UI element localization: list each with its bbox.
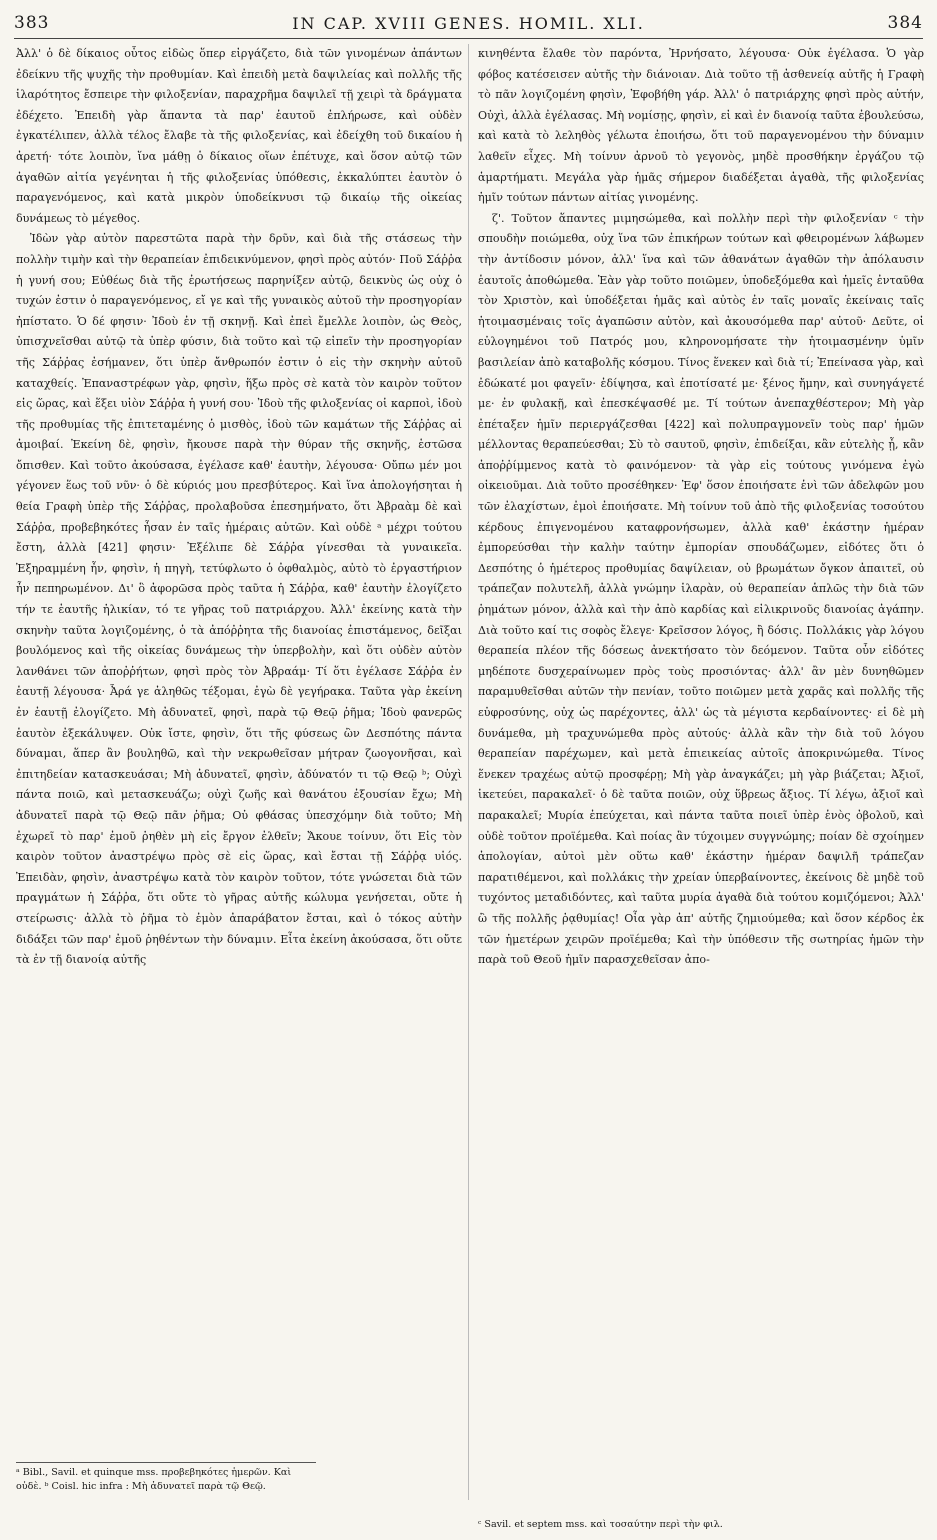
running-title: IN CAP. XVIII GENES. HOMIL. XLI. xyxy=(292,13,645,33)
left-column xyxy=(16,44,462,971)
right-column xyxy=(478,44,924,971)
paragraph: ζ'. Τοῦτον ἅπαντες μιμησώμεθα, καὶ πολλὴν περὶ τὴν φιλοξενίαν ᶜ τὴν σπουδὴν ποιώμεθα, οὐχ ἵνα τῶν ἐπικήρων τούτων καὶ φθειρομένων λάβωμεν τὴν ἀντίδοσιν μόνον, ἀλλ' ἵνα καὶ τῶν ἀθανάτων ἀγαθῶν τὴν ἀπόλαυσιν ἑαυτοῖς ἀποθώμεθα. Ἐὰν γὰρ τοῦτο ποιῶμεν, ὑποδεξόμεθα καὶ ἡμεῖς ἐνταῦθα τὸν Χριστὸν, καὶ ὑποδέξεται ἡμᾶς καὶ αὐτὸς ἐν ταῖς μοναῖς ἐκείναις ταῖς ἡτοιμασμέναις τοῖς ἀγαπῶσιν αὐτὸν, καὶ ἀκουσόμεθα παρ' αὐτοῦ· Δεῦτε, οἱ εὐλογημένοι τοῦ Πατρός μου, κληρονομήσατε τὴν ἡτοιμασμένην ὑμῖν βασιλείαν ἀπὸ καταβολῆς κόσμου. Τίνος ἕνεκεν καὶ διὰ τί; Ἐπείνασα γὰρ, καὶ ἐδώκατέ μοι φαγεῖν· ἐδίψησα, καὶ ἐποτίσατέ με· ξένος ἤμην, καὶ συνηγάγετέ με· ἐν φυλακῇ, καὶ ἐπεσκέψασθέ με. Τί τούτων ἀνεπαχθέστερον; Μὴ γὰρ ἐπέταξεν ἡμῖν περιεργάζεσθαι [422] καὶ πολυπραγμονεῖν τοὺς παρ' ἡμῶν μέλλοντας θεραπεύεσθαι; Σὺ τὸ σαυτοῦ, φησὶν, ἐπιδείξαι, κἂν εὐτελὴς ᾖ, κἂν ἀποῤῥίμμενος κατὰ τὸ φαινόμενον· τὰ γὰρ εἰς τούτους γινόμενα ἐγὼ οἰκειοῦμαι. Διὰ τοῦτο προσέθηκεν· Ἐφ' ὅσον ἐποιήσατε ἑνὶ τῶν ἀδελφῶν μου τῶν ἐλαχίστων, ἐμοὶ ἐποιήσατε. Μὴ τοίνυν τοῦ ἀπὸ τῆς φιλοξενίας τοσούτου κέρδους ἐπιγενομένου καταφρονήσωμεν, ἀλλὰ καθ' ἑκάστην ἡμέραν ἐμπορεύσθαι τὴν καλὴν ταύτην ἐμπορίαν σπουδάζωμεν, εἰδότες ὅτι ὁ Δεσπότης ὁ ἡμέτερος προθυμίας δαψίλειαν, οὐ βρωμάτων ὄγκον ἀπαιτεῖ, οὐ τράπεζαν πολυτελῆ, ἀλλὰ γνώμην ἱλαρὰν, οὐ θεραπείαν ἁπλῶς τὴν διὰ τῶν ῥημάτων μόνον, ἀλλὰ καὶ τὴν ἀπὸ καρδίας καὶ εἰλικρινοῦς διανοίας ἀγάπην. Διὰ τοῦτο καί τις σοφὸς ἔλεγε· Κρεῖσσον λόγος, ἢ δόσις. Πολλάκις γὰρ λόγου θεραπεία πλέον τῆς δόσεως ἀνεκτήσατο τὸν δεόμενον. Ταῦτα οὖν εἰδότες μηδέποτε δυσχεραίνωμεν πρὸς τοὺς προσιόντας· ἀλλ' ἂν μὲν δυνηθῶμεν παραμυθεῖσθαι αὐτῶν τὴν πενίαν, τοῦτο ποιῶμεν μετὰ χαρᾶς καὶ πολλῆς τῆς εὐφροσύνης, οὐχ ὡς παρέχοντες, ἀλλ' ὡς τὰ μέγιστα κερδαίνοντες· εἰ δὲ μὴ δυνάμεθα, μὴ τραχυνώμεθα πρὸς αὐτούς· ἀλλὰ κἂν τὴν διὰ τοῦ λόγου θεραπείαν παρέχωμεν, καὶ μετὰ ἐπιεικείας αὐτοῖς ἀποκρινώμεθα. Τίνος ἕνεκεν τραχέως αὐτῷ προσφέρῃ; Μὴ γὰρ ἀναγκάζει; μὴ γὰρ βιάζεται; Ἀξιοῖ, ἱκετεύει, παρακαλεῖ· ὁ δὲ ταῦτα ποιῶν, οὐχ ὕβρεως ἄξιος. Τί λέγω, ἀξιοῖ καὶ παρακαλεῖ; Μυρία ἐπεύχεται, καὶ πάντα ταῦτα ποιεῖ ὑπὲρ ἑνὸς ὀβολοῦ, καὶ οὐδὲ τοῦτον προϊέμεθα. Καὶ ποίας ἂν τύχοιμεν συγγνώμης; ποίαν δὲ σχοίημεν ἀπολογίαν, αὐτοὶ μὲν οὕτω καθ' ἑκάστην ἡμέραν δαψιλῆ τράπεζαν παρατιθέμενοι, καὶ πολλάκις τὴν χρείαν ὑπερβαίνοντες, ἐκείνοις δὲ μηδὲ τοῦ τυχόντος μεταδιδόντες, καὶ ταῦτα μυρία ἀγαθὰ διὰ τούτου κομιζόμενοι; Ἀλλ' ὢ τῆς πολλῆς ῥᾳθυμίας! Οἷα γὰρ ἀπ' αὐτῆς ζημιούμεθα; καὶ ὅσον κέρδος ἐκ τῶν ἡμετέρων χειρῶν προϊέμεθα; Καὶ τὴν ὑπόθεσιν τῆς σωτηρίας ἡμῶν τὴν παρὰ τοῦ Θεοῦ ἡμῖν παρασχεθεῖσαν ἀπο- xyxy=(478,211,924,967)
page-number-left: 383 xyxy=(14,13,50,33)
footnote-right: ᶜ Savil. et septem mss. καὶ τοσαύτην περὶ τὴν φιλ. xyxy=(478,1519,723,1530)
column-divider xyxy=(468,44,469,1500)
paragraph: Ἰδὼν γὰρ αὐτὸν παρεστῶτα παρὰ τὴν δρῦν, καὶ διὰ τῆς στάσεως τὴν πολλὴν τιμὴν καὶ τὴν θεραπείαν ἐπιδεικνύμενον, φησὶ πρὸς αὐτόν· Ποῦ Σάῤῥα ἡ γυνή σου; Εὐθέως διὰ τῆς ἐρωτήσεως παρηνίξεν αὐτῷ, δεικνὺς ὡς οὐχ ὁ τυχών ἐστιν ὁ παραγενόμενος, εἴ γε καὶ τῆς γυναικὸς αὐτοῦ τὴν προσηγορίαν ἠπίστατο. Ὁ δέ φησιν· Ἰδοὺ ἐν τῇ σκηνῇ. Καὶ ἐπεὶ ἔμελλε λοιπὸν, ὡς Θεὸς, ὑπισχνεῖσθαι αὐτῷ τὰ ὑπὲρ φύσιν, διὰ τοῦτο καὶ τῷ εἰπεῖν τὴν προσηγορίαν τῆς Σάῤῥας ἐσήμανεν, ὅτι ὑπὲρ ἄνθρωπόν ἐστιν ὁ εἰς τὴν σκηνὴν αὐτοῦ καταχθείς. Ἐπαναστρέφων γὰρ, φησὶν, ἥξω πρὸς σὲ κατὰ τὸν καιρὸν τοῦτον εἰς ὥρας, καὶ ἕξει υἱὸν Σάῤῥα ἡ γυνή σου· Ἰδοὺ τῆς φιλοξενίας οἱ καρποὶ, ἰδοὺ τῆς προθυμίας τῆς ἐπιτεταμένης ὁ μισθὸς, ἰδοὺ τῶν καμάτων τῆς Σάῤῥας αἱ ἀμοιβαί. Ἐκείνη δὲ, φησὶν, ἤκουσε παρὰ τὴν θύραν τῆς σκηνῆς, ἑστῶσα ὄπισθεν. Καὶ τοῦτο ἀκούσασα, ἐγέλασε καθ' ἑαυτὴν, λέγουσα· Οὔπω μέν μοι γέγονεν ἕως τοῦ νῦν· ὁ δὲ κύριός μου πρεσβύτερος. Καὶ ἵνα ἀπολογήσηται ἡ θεία Γραφὴ ὑπὲρ τῆς Σάῤῥας, προλαβοῦσα ἐπεσημήνατο, ὅτι Ἀβραὰμ δὲ καὶ Σάῤῥα, προβεβηκότες ἦσαν ἐν ταῖς ἡμέραις αὐτῶν. Καὶ οὐδὲ ᵃ μέχρι τούτου ἔστη, ἀλλὰ [421] φησιν· Ἐξέλιπε δὲ Σάῤῥα γίνεσθαι τὰ γυναικεῖα. Ἐξηραμμένη ἦν, φησὶν, ἡ πηγὴ, τετύφλωτο ὁ ὀφθαλμὸς, αὐτὸ τὸ ἐργαστήριον ἦν πεπηρωμένον. Δι' ὃ ἀφορῶσα πρὸς ταῦτα ἡ Σάῤῥα, καθ' ἑαυτὴν ἐλογίζετο τήν τε ἑαυτῆς ἡλικίαν, τό τε γῆρας τοῦ πατριάρχου. Ἀλλ' ἐκείνης κατὰ τὴν σκηνὴν ταῦτα λογιζομένης, ὁ τὰ ἀπόῤῥητα τῆς διανοίας ἐπιστάμενος, δεῖξαι βουλόμενος καὶ τῆς οἰκείας δυνάμεως τὴν ὑπερβολὴν, καὶ ὅτι οὐδὲν αὐτὸν λανθάνει τῶν ἀποῤῥήτων, φησὶ πρὸς τὸν Ἀβραάμ· Τί ὅτι ἐγέλασε Σάῤῥα ἐν ἑαυτῇ λέγουσα· Ἆρά γε ἀληθῶς τέξομαι, ἐγὼ δὲ γεγήρακα. Ταῦτα γὰρ ἐκείνη ἐν ἑαυτῇ ἐλογίζετο. Μὴ ἀδυνατεῖ, φησὶ, παρὰ τῷ Θεῷ ῥῆμα; Ἰδοὺ φανερῶς ἑαυτὸν ἐξεκάλυψεν. Οὐκ ἴστε, φησὶν, ὅτι τῆς φύσεως ὢν Δεσπότης πάντα δύναμαι, ἅπερ ἂν βουληθῶ, καὶ τὴν νεκρωθεῖσαν μήτραν ζωογονῆσαι, καὶ ἐπιτηδείαν κατασκευάσαι; Μὴ ἀδυνατεῖ, φησὶν, ἀδύνατόν τι τῷ Θεῷ ᵇ; Οὐχὶ πάντα ποιῶ, καὶ μετασκευάζω; οὐχὶ ζωῆς καὶ θανάτου ἐξουσίαν ἔχω; Μὴ ἀδυνατεῖ παρὰ τῷ Θεῷ πᾶν ῥῆμα; Οὐ φθάσας ὑπεσχόμην διὰ τοῦτο; Μὴ ἐχωρεῖ τὸ παρ' ἐμοῦ ῥηθὲν μὴ εἰς ἔργον ἐλθεῖν; Ἄκουε τοίνυν, ὅτι Εἰς τὸν καιρὸν τοῦτον ἀναστρέψω πρὸς σὲ εἰς ὥρας, καὶ ἔσται τῇ Σάῤῥᾳ υἱός. Ἐπειδὰν, φησὶν, ἀναστρέψω κατὰ τὸν καιρὸν τοῦτον, τότε γνώσεται διὰ τῶν πραγμάτων ἡ Σάῤῥα, ὅτι οὔτε τὸ γῆρας αὐτῆς κώλυμα γενήσεται, οὔτε ἡ στείρωσις· ἀλλὰ τὸ ῥῆμα τὸ ἐμὸν ἀπαράβατον ἔσται, καὶ ὁ τόκος αὐτὴν διδάξει τῶν παρ' ἐμοῦ ῥηθέντων τὴν δύναμιν. Εἶτα ἐκείνη ἀκούσασα, ὅτι οὔτε τὰ ἐν τῇ διανοίᾳ αὐτῆς xyxy=(16,232,462,967)
paragraph: κινηθέντα ἔλαθε τὸν παρόντα, Ἠρνήσατο, λέγουσα· Οὐκ ἐγέλασα. Ὁ γὰρ φόβος κατέσεισεν αὐτῆς τὴν διάνοιαν. Διὰ τοῦτο τῇ ἀσθενείᾳ αὐτῆς ἡ Γραφὴ τὸ πᾶν λογιζομένη φησὶν, Ἐφοβήθη γάρ. Ἀλλ' ὁ πατριάρχης φησὶ πρὸς αὐτήν, Οὐχὶ, ἀλλὰ ἐγέλασας. Μὴ νομίσῃς, φησὶν, εἰ καὶ ἐν διανοίᾳ ταῦτα ἐβουλεύσω, καὶ κατὰ τὸ λεληθὸς γέλωτα ἐποιήσω, ὅτι τοῦ παραγενομένου τὴν δύναμιν λαθεῖν εἶχες. Μὴ τοίνυν ἀρνοῦ τὸ γεγονὸς, μηδὲ προσθήκην ἐργάζου τῷ ἁμαρτήματι. Μεγάλα γὰρ ἡμᾶς σήμερον διαδέξεται ἀγαθὰ, τῆς φιλοξενίας ἡμῖν τούτων πάντων αἰτίας γινομένης. xyxy=(478,47,924,205)
footnote-left: ᵃ Bibl., Savil. et quinque mss. προβεβηκότες ἡμερῶν. Καὶ οὐδὲ. ᵇ Coisl. hic infra : Μὴ ἀδυνατεῖ παρὰ τῷ Θεῷ. xyxy=(16,1462,316,1494)
paragraph: Ἀλλ' ὁ δὲ δίκαιος οὗτος εἰδὼς ὅπερ εἰργάζετο, διὰ τῶν γινομένων ἁπάντων ἐδείκνυ τῆς ψυχῆς τὴν προθυμίαν. Καὶ ἐπειδὴ μετὰ δαψιλείας καὶ πολλῆς τῆς ἱλαρότητος ἔσπειρε τὴν φιλοξενίαν, παραχρῆμα δαψιλεῖ τῇ χειρὶ τὰ δράγματα ἐδέχετο. Ἐπειδὴ γὰρ ἅπαντα τὰ παρ' ἑαυτοῦ ἐπλήρωσε, καὶ οὐδὲν ἐγκατέλιπεν, ἀλλὰ τέλος ἔλαβε τὰ τῆς φιλοξενίας, καὶ ἐδείχθη τοῦ δικαίου ἡ ἀρετή· τότε λοιπὸν, ἵνα μάθῃ ὁ δίκαιος οἵων ἐπέτυχε, καὶ ὅσον αὐτῷ τῶν ἀγαθῶν αἰτία γεγένηται ἡ τῆς φιλοξενίας ὑπόθεσις, ἐκκαλύπτει ἑαυτὸν ὁ παραγενόμενος, καὶ κατὰ μικρὸν ὑποδείκνυσι τῷ δικαίῳ τῆς οἰκείας δυνάμεως τὸ μέγεθος. xyxy=(16,47,462,225)
page-number-right: 384 xyxy=(887,13,923,33)
running-header xyxy=(14,8,923,39)
